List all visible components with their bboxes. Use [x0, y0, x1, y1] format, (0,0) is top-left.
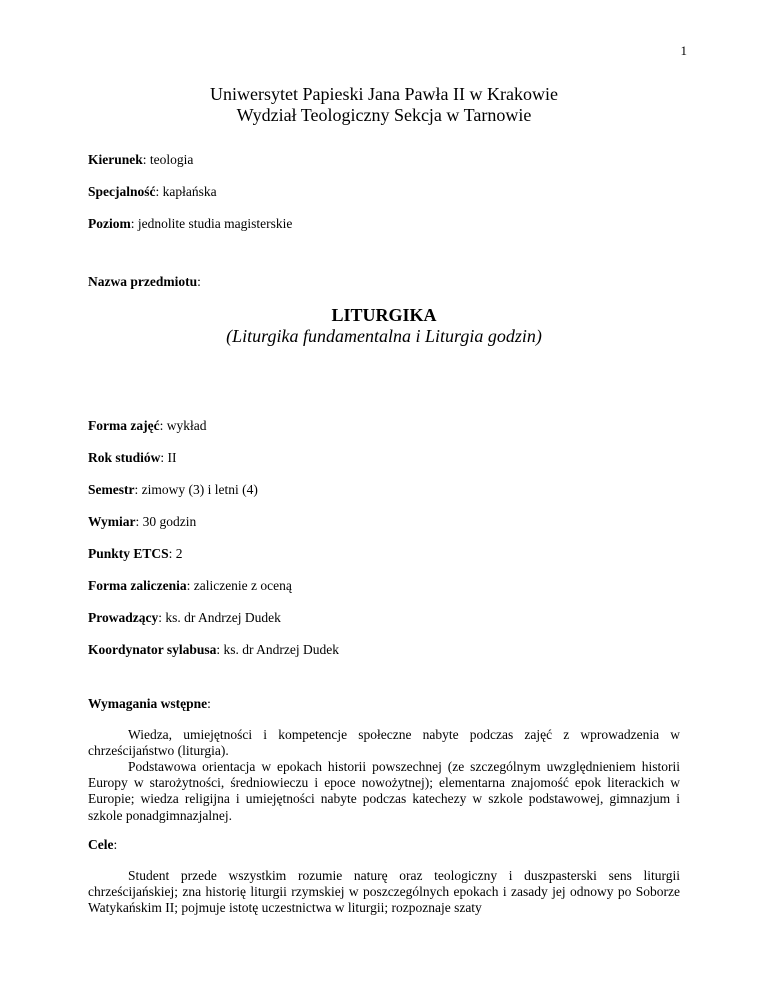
field-prowadzacy	[88, 610, 281, 626]
goals-paragraph-1: Student przede wszystkim rozumie naturę oraz teologiczny i duszpasterski sens liturgii chrześcijańskiej; zna historię liturgii rzymskiej w poszczególnych epokach i zasady jej odnowy po Soborze Watykańskim II; pojmuje istotę uczestnictwa w liturgii; rozpoznaje szaty	[88, 868, 680, 916]
page-number: 1	[680, 43, 687, 58]
field-semestr	[88, 482, 258, 498]
field-forma-zaliczenia	[88, 578, 292, 594]
subject-title-block	[0, 305, 768, 347]
field-wymiar-value: : 30 godzin	[135, 514, 197, 529]
field-rok-studiow-value: : II	[160, 450, 177, 465]
field-semestr-value: : zimowy (3) i letni (4)	[134, 482, 258, 497]
subject-subtitle: (Liturgika fundamentalna i Liturgia godzin)	[226, 326, 542, 346]
field-koordynator-value: : ks. dr Andrzej Dudek	[216, 642, 340, 657]
field-semestr-label: Semestr	[88, 482, 135, 497]
subject-label-colon: :	[197, 274, 201, 289]
requirements-colon: :	[207, 696, 211, 711]
subject-title: LITURGIKA	[331, 305, 437, 325]
requirements-paragraph-2: Podstawowa orientacja w epokach historii powszechnej (ze szczególnym uwzględnieniem historii Europy w starożytności, średniowieczu i epoce nowożytnej); elementarna znajomość epok literackich w Europie; wiedza religijna i umiejętności nabyte podczas katechezy w szkole podstawowej, gimnazjum i szkole ponadgimnazjalnej.	[88, 759, 680, 823]
field-punkty-etcs-value: : 2	[168, 546, 183, 561]
goals-label: Cele	[88, 837, 114, 852]
field-punkty-etcs	[88, 546, 183, 562]
goals-heading	[88, 837, 117, 853]
field-wymiar	[88, 514, 196, 530]
field-rok-studiow	[88, 450, 177, 466]
faculty-name: Wydział Teologiczny Sekcja w Tarnowie	[236, 105, 532, 125]
university-header	[0, 84, 768, 126]
field-rok-studiow-label: Rok studiów	[88, 450, 161, 465]
field-poziom-label: Poziom	[88, 216, 131, 231]
field-koordynator	[88, 642, 339, 658]
field-kierunek	[88, 152, 193, 168]
field-forma-zajec	[88, 418, 206, 434]
field-specjalnosc-label: Specjalność	[88, 184, 156, 199]
field-poziom-value: : jednolite studia magisterskie	[130, 216, 293, 231]
field-prowadzacy-label: Prowadzący	[88, 610, 159, 625]
field-kierunek-value: : teologia	[142, 152, 194, 167]
field-forma-zajec-value: : wykład	[159, 418, 207, 433]
field-forma-zaliczenia-label: Forma zaliczenia	[88, 578, 187, 593]
field-specjalnosc-value: : kapłańska	[155, 184, 217, 199]
requirements-heading	[88, 696, 211, 712]
requirements-label: Wymagania wstępne	[88, 696, 208, 711]
field-prowadzacy-value: : ks. dr Andrzej Dudek	[158, 610, 281, 625]
field-forma-zaliczenia-value: : zaliczenie z oceną	[186, 578, 292, 593]
field-kierunek-label: Kierunek	[88, 152, 143, 167]
field-nazwa-przedmiotu	[88, 274, 201, 290]
field-poziom	[88, 216, 292, 232]
goals-colon: :	[113, 837, 118, 852]
field-koordynator-label: Koordynator sylabusa	[88, 642, 217, 657]
field-forma-zajec-label: Forma zajęć	[88, 418, 160, 433]
field-wymiar-label: Wymiar	[88, 514, 136, 529]
field-specjalnosc	[88, 184, 217, 200]
field-punkty-etcs-label: Punkty ETCS	[88, 546, 169, 561]
requirements-paragraph-1: Wiedza, umiejętności i kompetencje społeczne nabyte podczas zajęć z wprowadzenia w chrześcijaństwo (liturgia).	[88, 727, 680, 759]
subject-label: Nazwa przedmiotu	[88, 274, 198, 289]
university-name: Uniwersytet Papieski Jana Pawła II w Krakowie	[210, 84, 558, 104]
